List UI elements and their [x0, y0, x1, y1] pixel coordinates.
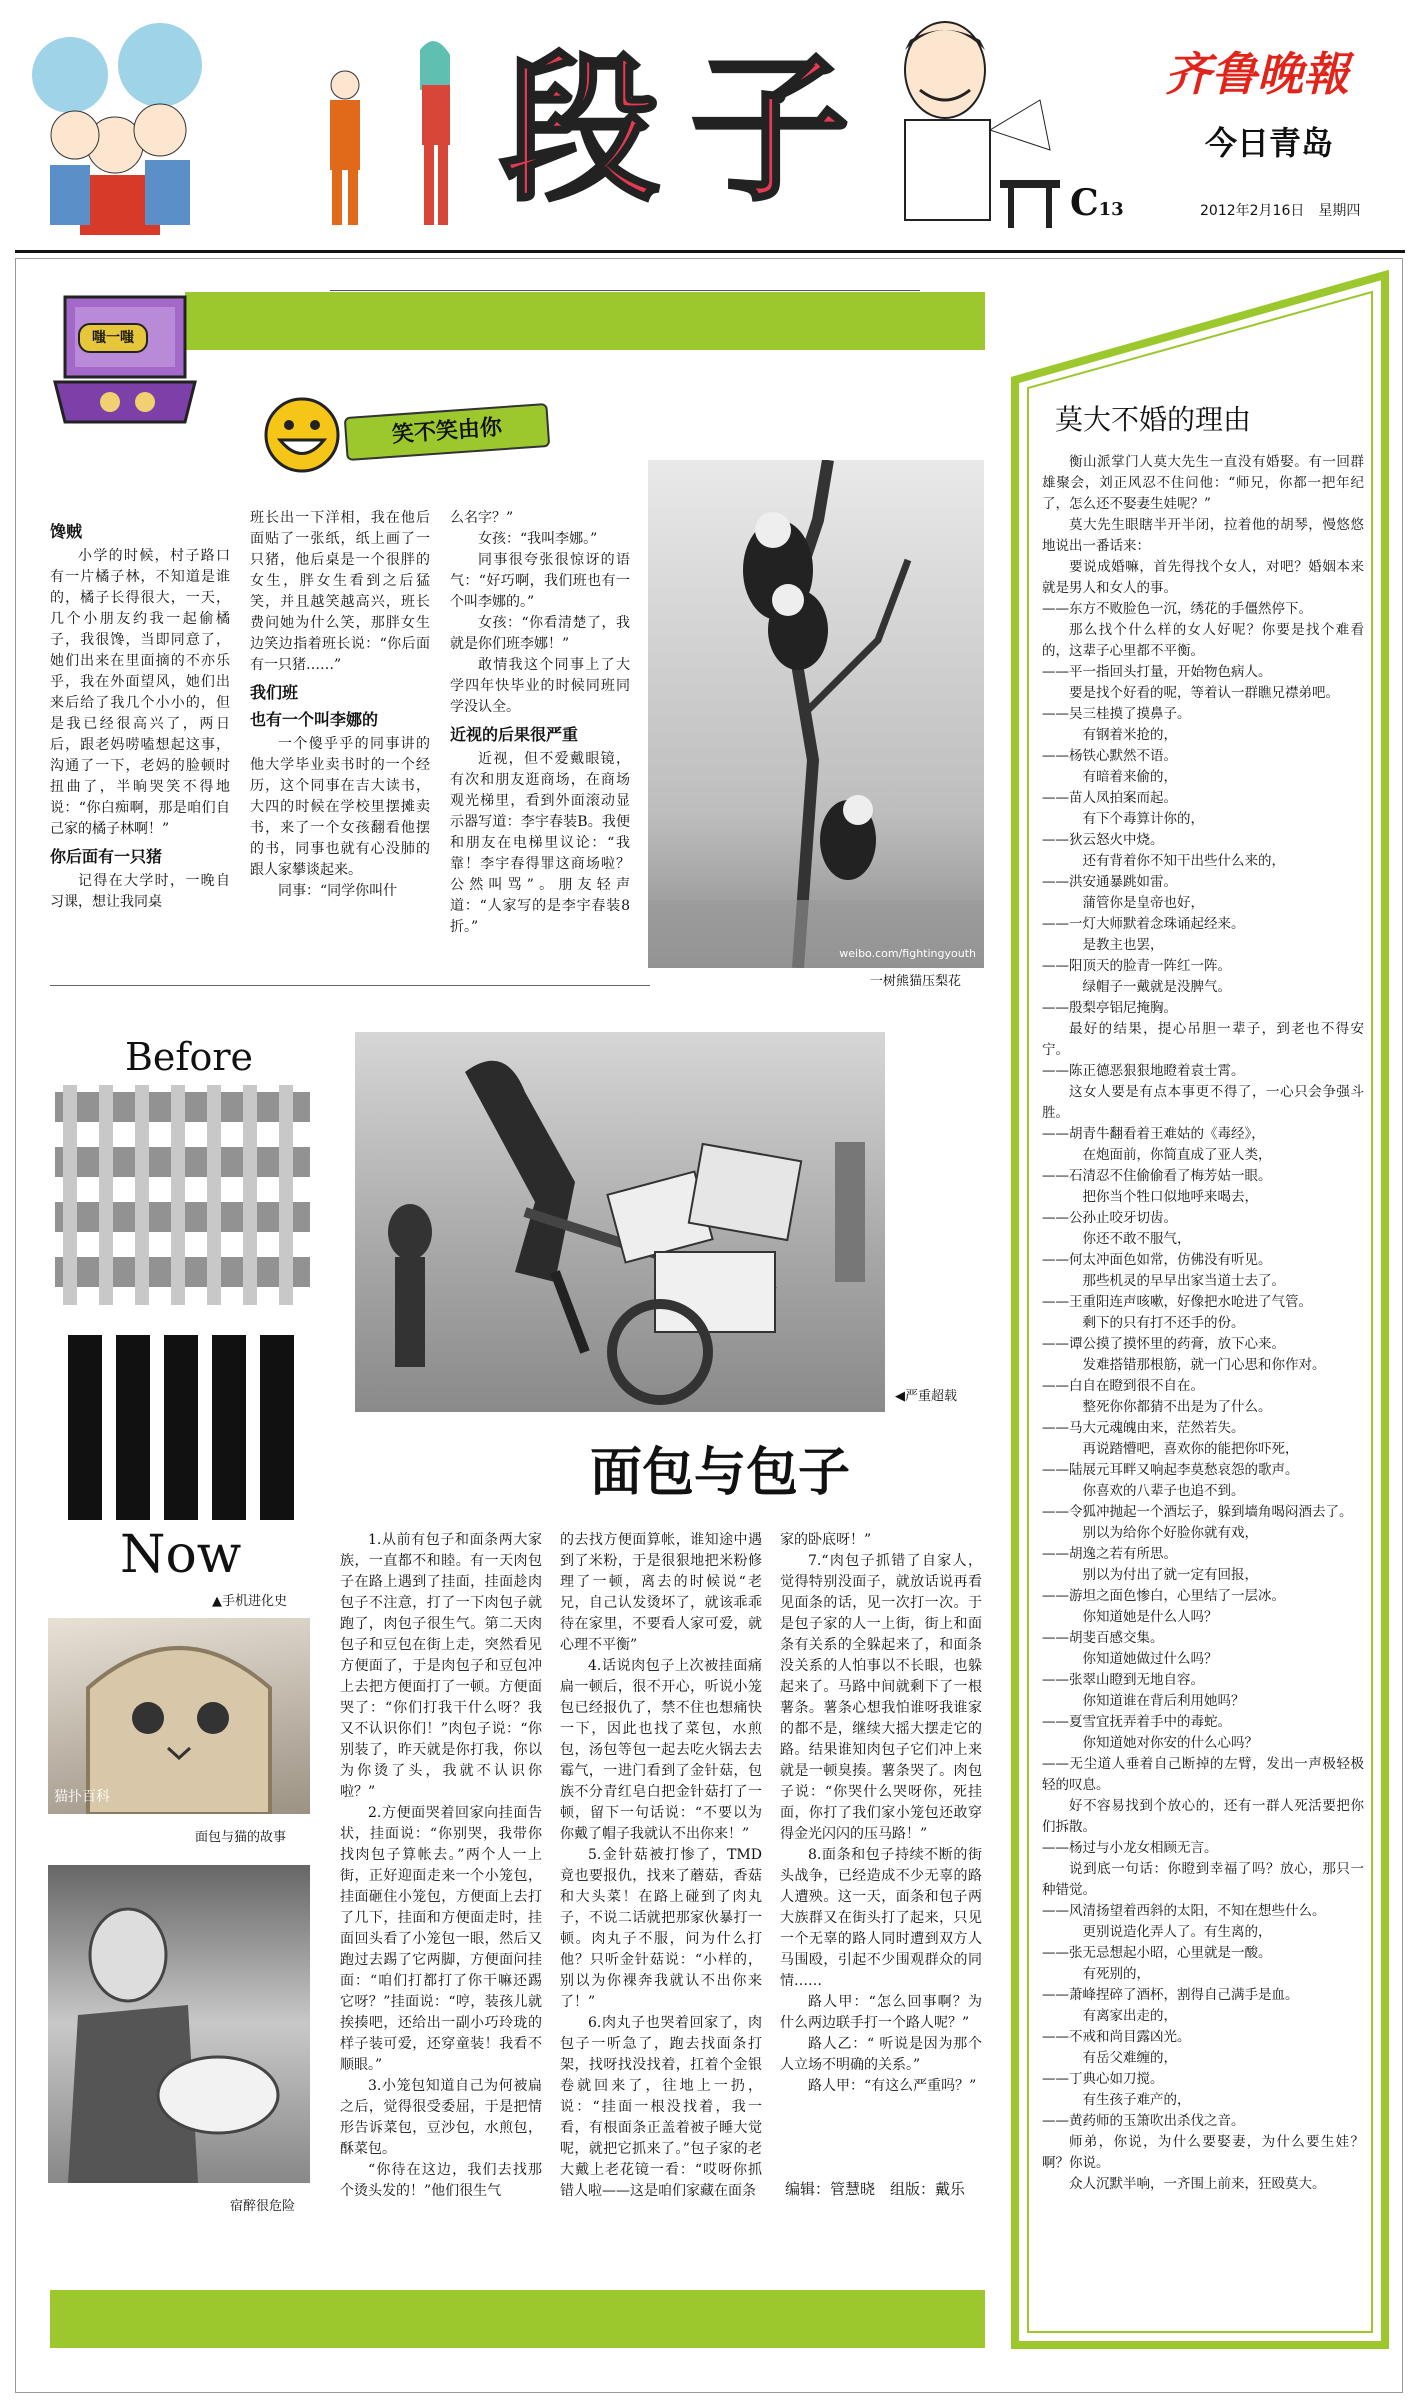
sidebar-paragraph: ——游坦之面色惨白，心里结了一层冰。	[1042, 1588, 1285, 1604]
sidebar-paragraph: ——丁典心如刀搅。	[1042, 2071, 1164, 2087]
joke-paragraph: 女孩：“你看清楚了，我就是你们班李娜！”	[450, 615, 630, 652]
sidebar-paragraph: ——吴三桂摸了摸鼻子。	[1042, 706, 1191, 722]
sidebar-paragraph: ——陈正德恶狠狠地瞪着袁士霄。	[1042, 1063, 1245, 1079]
sidebar-paragraph: 再说踏懵吧，喜欢你的能把你吓死，	[1082, 1441, 1299, 1457]
sidebar-paragraph: ——陆展元耳畔又响起李莫愁哀怨的歌声。	[1042, 1462, 1299, 1478]
story-paragraph: 7.“肉包子抓错了自家人，觉得特别没面子，就放话说再看见面条的话，见一次打一次。于是包子家的人一上街，街上和面条有关系的全躲起来了，和面条没关系的人怕事以不长眼，也躲起来了。马路中间就剩下了一根薯条。薯条心想我怕谁呀我谁家的都不是，继续大摇大摆走它的路。结果谁知肉包子它们冲上来就是一顿臭揍。薯条哭了。肉包子说：“你哭什么哭呀你，死挂面，你打了我们家小笼包还敢穿得金光闪闪的压马路！”	[780, 1553, 982, 1842]
story-paragraph: 路人甲：“有这么严重吗？”	[808, 2078, 977, 2094]
joke-paragraph: 小学的时候，村子路口有一片橘子林，不知道是谁的，橘子长得很大，一天，几个小朋友约我一起偷橘子，我很馋，当即同意了，她们出来在里面摘的不亦乐乎，我在外面望风，她们出来后给了我几个小小的，但是我已经很高兴了，两日后，跟老妈唠嗑想起这事，沟通了一下，老妈的脸顿时扭曲了，半晌哭笑不得地说：“你白痴啊，那是咱们自己家的橘子林啊！”	[50, 548, 230, 837]
sidebar-paragraph: 别以为付出了就一定有回报，	[1082, 1567, 1258, 1583]
sidebar-paragraph: 在炮面前，你简直成了亚人类，	[1082, 1147, 1272, 1163]
sidebar-paragraph: ——黄药师的玉箫吹出杀伐之音。	[1042, 2113, 1245, 2129]
sidebar-paragraph: 你喜欢的八辈子也追不到。	[1082, 1483, 1245, 1499]
sidebar-paragraph: 有钢着米抢的，	[1082, 727, 1177, 743]
joke-paragraph: 班长出一下洋相，我在他后面贴了一张纸，纸上画了一只猪，他后桌是一个很胖的女生，胖女生看到之后猛笑，并且越笑越高兴，班长费问她为什么笑，那胖女生边笑边指着班长说：“你后面有一只猪……”	[250, 510, 430, 673]
donkey-cart-image	[355, 1032, 885, 1412]
bottom-green-bar	[50, 2290, 985, 2348]
sidebar-paragraph: ——平一指回头打量，开始物色病人。	[1042, 664, 1272, 680]
sidebar-paragraph: ——洪安通暴跳如雷。	[1042, 874, 1177, 890]
sidebar-paragraph: 你知道她对你安的什么心吗？	[1082, 1735, 1258, 1751]
story-paragraph: 1.从前有包子和面条两大家族，一直都不和睦。有一天肉包子在路上遇到了挂面，挂面趁肉包子不注意，打了一下肉包子就跑了，肉包子很生气。第二天肉包子和豆包在街上走，突然看见方便面了，于是肉包子和豆包冲上去把方便面打了一顿。方便面哭了：“你们打我干什么呀？我又不认识你们！”肉包子说：“你别装了，昨天就是你打我，你以为你烫了头，我就不认识你啦？”	[340, 1532, 542, 1800]
new-phones-image	[62, 1335, 302, 1520]
joke-heading: 我们班	[250, 683, 299, 702]
sidebar-paragraph: 那么找个什么样的女人好呢？你要是找个难看的，这辈子心里都不平衡。	[1042, 622, 1364, 659]
sidebar-paragraph: ——狄云怒火中烧。	[1042, 832, 1164, 848]
story-paragraph: 6.肉丸子也哭着回家了，肉包子一听急了，跑去找面条打架，找呀找没找着，扛着个金银卷就回来了，往地上一扔，说：“挂面一根没找着，我一看，有根面条正盖着被子睡大觉呢，就把它抓来了。”包子家的老大戴上老花镜一看：“哎呀你抓错人啦——这是咱们家藏在面条	[560, 2015, 762, 2199]
masthead	[0, 0, 1417, 255]
sidebar-paragraph: 有岳父难缠的，	[1082, 2050, 1177, 2066]
sidebar-paragraph: ——令狐冲抛起一个酒坛子，躲到墙角喝闷酒去了。	[1042, 1504, 1353, 1520]
joke-paragraph: 记得在大学时，一晚自习课，想让我同桌	[50, 873, 230, 910]
sidebar-paragraph: 那些机灵的早早出家当道士去了。	[1082, 1273, 1285, 1289]
cartoon-storyteller-illustration	[850, 10, 1070, 250]
sidebar-paragraph: 要是找个好看的呢，等着认一群瞧兄襟弟吧。	[1069, 685, 1339, 701]
sidebar-paragraph: ——萧峰捏碎了酒杯，割得自己满手是血。	[1042, 1987, 1299, 2003]
smiley-icon	[262, 395, 342, 475]
sidebar-paragraph: 还有背着你不知干出些什么来的，	[1082, 853, 1285, 869]
phones-now-label: Now	[120, 1525, 242, 1585]
section-title: 段子	[500, 36, 881, 223]
sidebar-paragraph: 发难搭错那根筋，就一门心思和你作对。	[1082, 1357, 1326, 1373]
smiley-title: 笑不笑由你	[344, 403, 551, 461]
joke-heading: 也有一个叫李娜的	[250, 710, 379, 729]
old-phones-image	[55, 1085, 310, 1305]
header-rule	[15, 250, 1405, 253]
story-paragraph: 家的卧底呀！”	[780, 1532, 872, 1548]
joke-heading: 馋贼	[50, 522, 83, 541]
sidebar-body	[1042, 452, 1364, 2332]
sidebar-paragraph: ——胡斐百感交集。	[1042, 1630, 1164, 1646]
sidebar-paragraph: 你知道谁在背后利用她吗？	[1082, 1693, 1245, 1709]
story-paragraph: 路人甲：“怎么回事啊？为什么两边联手打一个路人呢？”	[780, 1994, 982, 2031]
sidebar-paragraph: ——王重阳连声咳嗽，好像把水呛进了气管。	[1042, 1294, 1312, 1310]
sidebar-paragraph: 蒲管你是皇帝也好，	[1082, 895, 1204, 911]
sidebar-paragraph: 衡山派掌门人莫大先生一直没有婚娶。有一回群雄聚会，刘正风忍不住问他：“师兄，你都一把年纪了，怎么还不娶妻生娃呢？”	[1042, 454, 1364, 512]
story-title: 面包与包子	[589, 1443, 850, 1503]
sidebar-paragraph: ——殷梨亭铝尼掩胸。	[1042, 1000, 1177, 1016]
joke-paragraph: 一个傻乎乎的同事讲的他大学毕业卖书时的一个经历，这个同事在吉大读书，大四的时候在学校里摆摊卖书，来了一个女孩翻看他摆的书，同事也就有心没肺的跟人家攀谈起来。	[250, 736, 430, 878]
joke-paragraph: 么名字？”	[450, 510, 514, 526]
story-paragraph: 2.方便面哭着回家向挂面告状，挂面说：“你别哭，我带你找肉包子算帐去。”两个人一上街，正好迎面走来一个小笼包，挂面砸住小笼包，方便面上去打了几下，挂面和方便面走时，挂面回头看了小笼包一眼，然后又跑过去踢了它两脚，方便面问挂面：“咱们打都打了你干嘛还踢它呀？”挂面说：“哼，装孩儿就挨揍吧，还给出一副小巧玲珑的样子装可爱，还穿童装！我看不顺眼。”	[340, 1805, 542, 2073]
sidebar-paragraph: 有下个毒算计你的，	[1082, 811, 1204, 827]
sidebar-paragraph: ——杨铁心默然不语。	[1042, 748, 1177, 764]
edition-name: 今日青岛	[1205, 124, 1334, 162]
sidebar-paragraph: ——石清忍不住偷偷看了梅芳姑一眼。	[1042, 1168, 1272, 1184]
sidebar-paragraph: 你知道她做过什么吗？	[1082, 1651, 1218, 1667]
sidebar-paragraph: ——谭公摸了摸怀里的药膏，放下心来。	[1042, 1336, 1285, 1352]
drunk-photo	[48, 1865, 310, 2183]
top-rule	[330, 290, 920, 291]
issue-date: 2012年2月16日 星期四	[1200, 203, 1361, 219]
cat-bread-photo	[48, 1618, 310, 1814]
sidebar-paragraph: 说到底一句话：你瞪到幸福了吗？放心，那只一种错觉。	[1042, 1861, 1364, 1898]
laptop-icon	[50, 292, 200, 432]
sidebar-paragraph: 有离家出走的，	[1082, 2008, 1177, 2024]
cartoon-family-illustration	[20, 15, 220, 245]
joke-paragraph: 同事很夸张很惊讶的语气：“好巧啊，我们班也有一个叫李娜的。”	[450, 552, 630, 610]
sidebar-paragraph: ——公孙止咬牙切齿。	[1042, 1210, 1177, 1226]
story-paragraph: 路人乙：“ 听说是因为那个人立场不明确的关系。”	[780, 2036, 982, 2073]
story-paragraph: 3.小笼包知道自己为何被扁之后，觉得很受委屈，于是把情形告诉菜包，豆沙包，水煎包，酥菜包。	[340, 2078, 542, 2157]
sidebar-paragraph: 好不容易找到个放心的，还有一群人死活要把你们拆散。	[1042, 1798, 1364, 1835]
sidebar-paragraph: 最好的结果，提心吊胆一辈子，到老也不得安宁。	[1042, 1021, 1364, 1058]
page-number	[1070, 182, 1124, 224]
sidebar-paragraph: ——何太冲面色如常，仿佛没有听见。	[1042, 1252, 1272, 1268]
phones-caption: ▲手机进化史	[212, 1594, 287, 1609]
sidebar-paragraph: 别以为给你个好脸你就有戏，	[1082, 1525, 1258, 1541]
story-paragraph: “你待在这边，我们去找那个烫头发的！”他们很生气	[340, 2162, 542, 2199]
panda-caption: 一树熊猫压梨花	[870, 974, 962, 989]
story-column-3	[780, 1530, 982, 2175]
donkey-cart-photo	[355, 1032, 885, 1412]
joke-paragraph: 近视，但不爱戴眼镜，有次和朋友逛商场，在商场观光梯里，看到外面滚动显示器写道：李宇春装B。我便和朋友在电梯里议论：“我靠！李宇春得罪这商场啦？公然叫骂”。朋友轻声道：“人家写的是李宇春装8折。”	[450, 751, 630, 935]
cat-watermark: 猫扑百科	[54, 1789, 110, 1805]
sidebar-paragraph: ——胡青牛翻看着王难姑的《毒经》，	[1042, 1126, 1265, 1142]
cat-caption: 面包与猫的故事	[195, 1830, 287, 1845]
sidebar-paragraph: 有死别的，	[1082, 1966, 1150, 1982]
joke-heading: 你后面有一只猪	[50, 847, 163, 866]
joke-column-1	[50, 515, 230, 970]
green-banner	[185, 292, 985, 350]
page-letter: C	[1070, 182, 1099, 224]
drunk-caption: 宿醉很危险	[230, 2199, 296, 2214]
joke-paragraph: 同事：“同学你叫什	[278, 883, 398, 899]
panda-photo	[648, 460, 984, 968]
section-divider	[50, 985, 650, 986]
sidebar-paragraph: ——白自在瞪到很不自在。	[1042, 1378, 1204, 1394]
sidebar-paragraph: 你还不敢不服气，	[1082, 1231, 1191, 1247]
donkey-caption: ◀严重超载	[895, 1389, 957, 1404]
drunk-man-image	[48, 1865, 310, 2183]
story-column-1	[340, 1530, 542, 2205]
panda-watermark: weibo.com/fightingyouth	[839, 947, 976, 960]
sidebar-paragraph: ——杨过与小龙女相顾无言。	[1042, 1840, 1218, 1856]
joke-column-2	[250, 508, 430, 968]
cat-image	[48, 1618, 310, 1814]
sidebar-paragraph: 更别说造化弄人了。有生离的，	[1082, 1924, 1272, 1940]
story-paragraph: 的去找方便面算帐，谁知途中遇到了米粉，于是很狠地把米粉修理了一顿，离去的时候说“老兄，自己认发烫坏了，就该乖乖待在家里，不要看人家可爱，就心理不平衡”	[560, 1532, 762, 1653]
sidebar-paragraph: 你知道她是什么人吗？	[1082, 1609, 1218, 1625]
sidebar-paragraph: 整死你你都猜不出是为了什么。	[1082, 1399, 1272, 1415]
sidebar-paragraph: 有暗着来偷的，	[1082, 769, 1177, 785]
sidebar-paragraph: 有生孩子难产的，	[1082, 2092, 1191, 2108]
cartoon-couple-illustration	[300, 30, 490, 240]
sidebar-paragraph: 把你当个牲口似地呼来喝去，	[1082, 1189, 1258, 1205]
sidebar-paragraph: ——东方不败脸色一沉，绣花的手僵然停下。	[1042, 601, 1312, 617]
sidebar-paragraph: ——无尘道人垂着自己断掉的左臂，发出一声极轻极轻的叹息。	[1042, 1756, 1364, 1793]
panda-tree-image	[648, 460, 984, 968]
joke-paragraph: 女孩：“我叫李娜。”	[478, 531, 598, 547]
newspaper-brand: 齐鲁晚報	[1165, 47, 1349, 101]
story-paragraph: 5.金针菇被打惨了，TMD竟也要报仇，找来了蘑菇，香菇和大头菜！在路上碰到了肉丸子，不说二话就把那家伙暴打一顿。肉丸子不服，问为什么打他？只听金针菇说：“小样的，别以为你裸奔我就认不出你来了！”	[560, 1847, 762, 2010]
sidebar-paragraph: 众人沉默半响，一齐围上前来，狂殴莫大。	[1069, 2176, 1326, 2192]
sidebar-title: 莫大不婚的理由	[1055, 403, 1252, 436]
editor-credit: 编辑：管慧晓 组版：戴乐	[785, 2180, 966, 2198]
sidebar-paragraph: 剩下的只有打不还手的份。	[1082, 1315, 1245, 1331]
sidebar-paragraph: ——张无忌想起小昭，心里就是一酸。	[1042, 1945, 1272, 1961]
sidebar-paragraph: ——张翠山瞪到无地自容。	[1042, 1672, 1204, 1688]
sidebar-paragraph: ——苗人凤拍案而起。	[1042, 790, 1177, 806]
sidebar-paragraph: 要说成婚嘛，首先得找个女人，对吧？婚姻本来就是男人和女人的事。	[1042, 559, 1364, 596]
story-paragraph: 8.面条和包子持续不断的街头战争，已经造成不少无辜的路人遭殃。这一天，面条和包子两大族群又在街头打了起来，只见一个无辜的路人同时遭到双方人马围殴，引起不少围观群众的同情……	[780, 1847, 982, 1989]
story-paragraph: 4.话说肉包子上次被挂面痛扁一顿后，很不开心，听说小笼包已经报仇了，禁不住也想痛快一下，因此也找了菜包，水煎包，汤包等包一起去吃火锅去去霉气，一进门看到了金针菇，包族不分青红皂白把金针菇打了一顿，留下一句话说：“不要以为你戴了帽子我就认不出你来！”	[560, 1658, 762, 1842]
sidebar-paragraph: ——胡逸之若有所思。	[1042, 1546, 1177, 1562]
sidebar-paragraph: ——夏雪宜抚弄着手中的毒蛇。	[1042, 1714, 1231, 1730]
phones-before-label: Before	[125, 1035, 254, 1079]
sidebar-paragraph: 绿帽子一戴就是没脾气。	[1082, 979, 1231, 995]
story-column-2	[560, 1530, 762, 2205]
joke-paragraph: 敢情我这个同事上了大学四年快毕业的时候同班同学没认全。	[450, 657, 630, 715]
sidebar-paragraph: 莫大先生眼瞎半开半闭，拉着他的胡琴，慢悠悠地说出一番话来：	[1042, 517, 1364, 554]
sidebar-paragraph: 师弟，你说，为什么要娶妻，为什么要生娃？啊？你说。	[1042, 2134, 1364, 2171]
sidebar-paragraph: ——风清扬望着西斜的太阳，不知在想些什么。	[1042, 1903, 1326, 1919]
sidebar-paragraph: ——一灯大师默着念珠诵起经来。	[1042, 916, 1245, 932]
sidebar-paragraph: ——不戒和尚目露凶光。	[1042, 2029, 1191, 2045]
sidebar-paragraph: 这女人要是有点本事更不得了，一心只会争强斗胜。	[1042, 1084, 1364, 1121]
page-digits: 13	[1098, 199, 1124, 220]
sidebar-paragraph: ——马大元魂魄由来，茫然若失。	[1042, 1420, 1245, 1436]
sidebar-paragraph: ——阳顶天的脸青一阵红一阵。	[1042, 958, 1231, 974]
joke-heading: 近视的后果很严重	[450, 725, 579, 744]
banner-badge: 嗤一嗤	[78, 323, 148, 353]
sidebar-paragraph: 是教主也罢，	[1082, 937, 1164, 953]
joke-column-3	[450, 508, 630, 968]
